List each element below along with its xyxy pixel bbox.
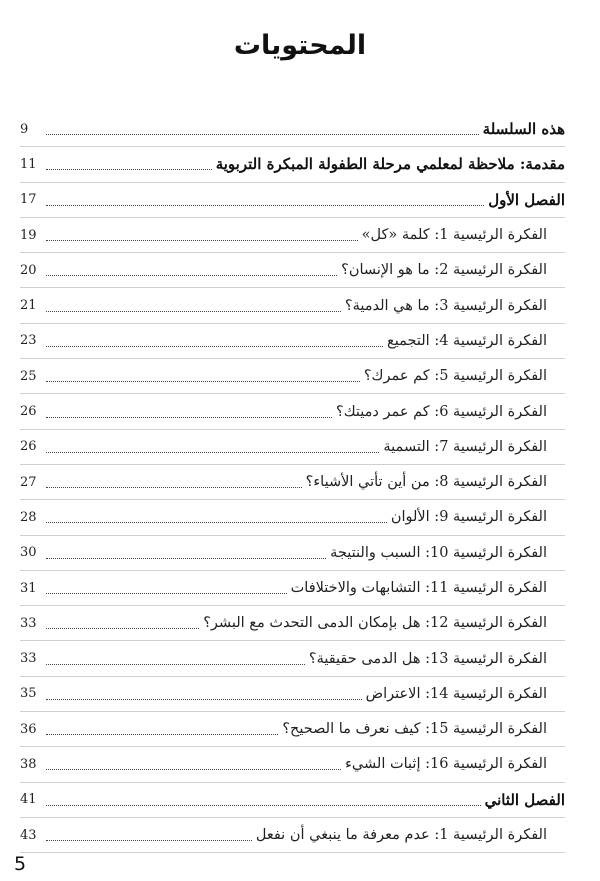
toc-entry-title: الفكرة الرئيسية 9: الألوان [390, 509, 547, 526]
toc-entry-title: الفكرة الرئيسية 5: كم عمرك؟ [363, 368, 547, 385]
toc-entry-title: هذه السلسلة [482, 120, 565, 139]
toc-chapter-row [20, 183, 565, 218]
toc-entry-title: الفكرة الرئيسية 1: عدم معرفة ما ينبغي أن نفعل [255, 827, 547, 844]
toc-entry-row [20, 147, 565, 182]
dot-leader [46, 345, 383, 347]
dot-leader [46, 804, 481, 806]
toc-subentry-row [20, 253, 565, 288]
toc-page-number: 43 [20, 827, 37, 843]
toc-entry-title: الفكرة الرئيسية 14: الاعتراض [365, 685, 547, 702]
toc-page-number: 20 [20, 262, 37, 278]
toc-entry-title: الفكرة الرئيسية 13: هل الدمى حقيقية؟ [308, 650, 547, 667]
toc-page-number: 35 [20, 686, 37, 702]
toc-page-number: 33 [20, 615, 37, 631]
dot-leader [46, 839, 252, 841]
toc-entry-title: الفكرة الرئيسية 12: هل بإمكان الدمى التحدث مع البشر؟ [203, 615, 547, 632]
toc-page-number: 9 [20, 121, 29, 137]
toc-page-number: 23 [20, 333, 37, 349]
toc-subentry-row [20, 324, 565, 359]
dot-leader [46, 168, 212, 170]
toc-subentry-row [20, 818, 565, 853]
dot-leader [46, 592, 287, 594]
toc-subentry-row [20, 641, 565, 676]
toc-chapter-row [20, 783, 565, 818]
dot-leader [46, 416, 332, 418]
dot-leader [46, 768, 341, 770]
toc-subentry-row [20, 712, 565, 747]
dot-leader [46, 486, 302, 488]
toc-entry-title: الفصل الأول [488, 190, 565, 209]
toc-entry-title: الفكرة الرئيسية 8: من أين تأتي الأشياء؟ [305, 474, 547, 491]
toc-entry-title: الفكرة الرئيسية 2: ما هو الإنسان؟ [341, 262, 547, 279]
toc-subentry-row [20, 536, 565, 571]
toc-entry-title: الفكرة الرئيسية 11: التشابهات والاختلافات [290, 580, 547, 596]
toc-page-number: 21 [20, 298, 37, 314]
dot-leader [46, 557, 326, 559]
dot-leader [46, 627, 199, 629]
toc-entry-row [20, 112, 565, 147]
dot-leader [46, 521, 387, 523]
dot-leader [46, 698, 362, 700]
toc-entry-title: الفكرة الرئيسية 10: السبب والنتيجة [330, 544, 547, 561]
toc-entry-title: الفكرة الرئيسية 7: التسمية [383, 438, 547, 455]
dot-leader [46, 133, 479, 135]
toc-subentry-row [20, 747, 565, 782]
toc-entry-title: الفكرة الرئيسية 6: كم عمر دميتك؟ [336, 403, 547, 420]
toc-subentry-row [20, 606, 565, 641]
toc-subentry-row [20, 288, 565, 323]
toc-page-number: 36 [20, 721, 37, 737]
dot-leader [46, 239, 358, 241]
dot-leader [46, 274, 337, 276]
toc-page-number: 30 [20, 545, 37, 561]
toc-page-number: 26 [20, 404, 37, 420]
toc-entry-title: الفصل الثاني [484, 790, 565, 809]
dot-leader [46, 451, 379, 453]
dot-leader [46, 663, 305, 665]
toc-subentry-row [20, 677, 565, 712]
toc-page-number: 26 [20, 439, 37, 455]
toc-entry-title: مقدمة: ملاحظة لمعلمي مرحلة الطفولة المبكرة التربوية [215, 155, 565, 174]
toc-subentry-row [20, 571, 565, 606]
toc-page-number: 28 [20, 509, 37, 525]
toc-entry-title: الفكرة الرئيسية 15: كيف نعرف ما الصحيح؟ [282, 721, 547, 738]
toc-page-number: 27 [20, 474, 37, 490]
toc-subentry-row [20, 500, 565, 535]
toc-subentry-row [20, 465, 565, 500]
toc-page-number: 19 [20, 227, 37, 243]
dot-leader [46, 380, 360, 382]
toc-entry-title: الفكرة الرئيسية 1: كلمة «كل» [361, 227, 547, 244]
toc-page-number: 17 [20, 192, 37, 208]
toc-page-number: 33 [20, 651, 37, 667]
dot-leader [46, 733, 278, 735]
toc-entry-title: الفكرة الرئيسية 3: ما هي الدمية؟ [344, 297, 547, 314]
toc-subentry-row [20, 218, 565, 253]
toc-page-number: 41 [20, 792, 37, 808]
toc-page-number: 31 [20, 580, 37, 596]
toc-page-number: 11 [20, 156, 37, 172]
page-title: المحتويات [233, 30, 367, 62]
toc-entry-title: الفكرة الرئيسية 16: إثبات الشيء [345, 756, 547, 773]
toc-page-number: 25 [20, 368, 37, 384]
toc-entry-title: الفكرة الرئيسية 4: التجميع [387, 332, 547, 349]
toc-subentry-row [20, 430, 565, 465]
toc-subentry-row [20, 359, 565, 394]
page-number: 5 [14, 853, 27, 875]
dot-leader [46, 204, 484, 206]
table-of-contents [20, 112, 565, 853]
dot-leader [46, 310, 341, 312]
toc-page-number: 38 [20, 756, 37, 772]
toc-subentry-row [20, 394, 565, 429]
